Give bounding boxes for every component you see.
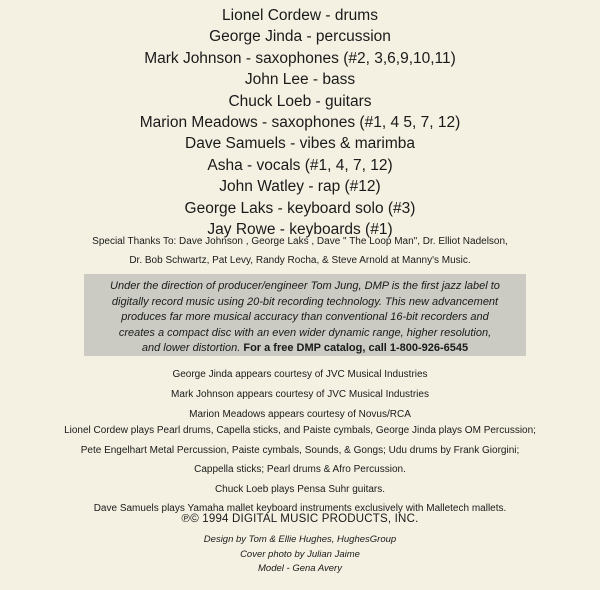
production-credits (0, 533, 600, 577)
courtesy-line: Mark Johnson appears courtesy of JVC Musical Industries (171, 389, 429, 400)
dmp-info-box (84, 274, 526, 356)
courtesy-line: George Jinda appears courtesy of JVC Musical Industries (172, 369, 428, 380)
endorsement-line: Dave Samuels plays Yamaha mallet keyboard instruments exclusively with Malletech mallets. (93, 503, 507, 515)
musician-line: Dave Samuels - vibes & marimba (185, 135, 415, 153)
musician-line: John Lee - bass (244, 71, 356, 89)
musician-line: Jay Rowe - keyboards (#1) (207, 221, 393, 239)
dmp-info-line: digitally record music using 20-bit recording technology. This new advancement (111, 295, 499, 308)
copyright-notice: ℗© 1994 DIGITAL MUSIC PRODUCTS, INC. (181, 513, 419, 525)
thanks-line: Dr. Bob Schwartz, Pat Levy, Randy Rocha, & Steve Arnold at Manny's Music. (129, 255, 471, 266)
musician-line: George Jinda - percussion (209, 28, 391, 46)
catalog-phone: For a free DMP catalog, call 1-800-926-6545 (243, 342, 469, 354)
credit-line: Cover photo by Julian Jaime (240, 548, 360, 560)
musician-line: Marion Meadows - saxophones (#1, 4 5, 7, 12) (139, 114, 461, 132)
credit-line: Design by Tom & Ellie Hughes, HughesGroup (203, 534, 397, 545)
special-thanks (20, 232, 580, 270)
musician-line: Lionel Cordew - drums (222, 7, 378, 24)
dmp-info-last-line (90, 341, 520, 357)
courtesy-line: Marion Meadows appears courtesy of Novus/RCA (189, 409, 411, 420)
thanks-line: Special Thanks To: Dave Johnson , George Laks , Dave " The Loop Man", Dr. Elliot Nadelson, (92, 236, 508, 247)
musician-credits (0, 5, 600, 240)
musician-line: Chuck Loeb - guitars (228, 92, 372, 110)
endorsement-line: Chuck Loeb plays Pensa Suhr guitars. (214, 483, 386, 495)
dmp-info-line: Under the direction of producer/engineer Tom Jung, DMP is the first jazz label to (110, 280, 500, 292)
musician-line: Mark Johnson - saxophones (#2, 3,6,9,10,11) (144, 49, 456, 67)
dmp-info-line: produces far more musical accuracy than conventional 16-bit recorders and (121, 311, 489, 323)
endorsement-line: Lionel Cordew plays Pearl drums, Capella sticks, and Paiste cymbals, George Jinda plays OM Percussion; (64, 425, 536, 436)
courtesy-notes (0, 365, 600, 425)
endorsement-line: Cappella sticks; Pearl drums & Afro Percussion. (194, 464, 406, 476)
musician-line: George Laks - keyboard solo (#3) (184, 199, 416, 217)
endorsements (0, 421, 600, 519)
dmp-info-text: and lower distortion. (141, 342, 241, 354)
endorsement-line: Pete Engelhart Metal Percussion, Paiste cymbals, Sounds, & Gongs; Udu drums by Frank Giorgini; (80, 444, 520, 456)
dmp-info-line: creates a compact disc with an even wider dynamic range, higher resolution, (118, 326, 492, 339)
musician-line: John Watley - rap (#12) (219, 178, 381, 196)
credit-line: Model - Gena Avery (258, 563, 342, 574)
musician-line: Asha - vocals (#1, 4, 7, 12) (207, 156, 393, 174)
